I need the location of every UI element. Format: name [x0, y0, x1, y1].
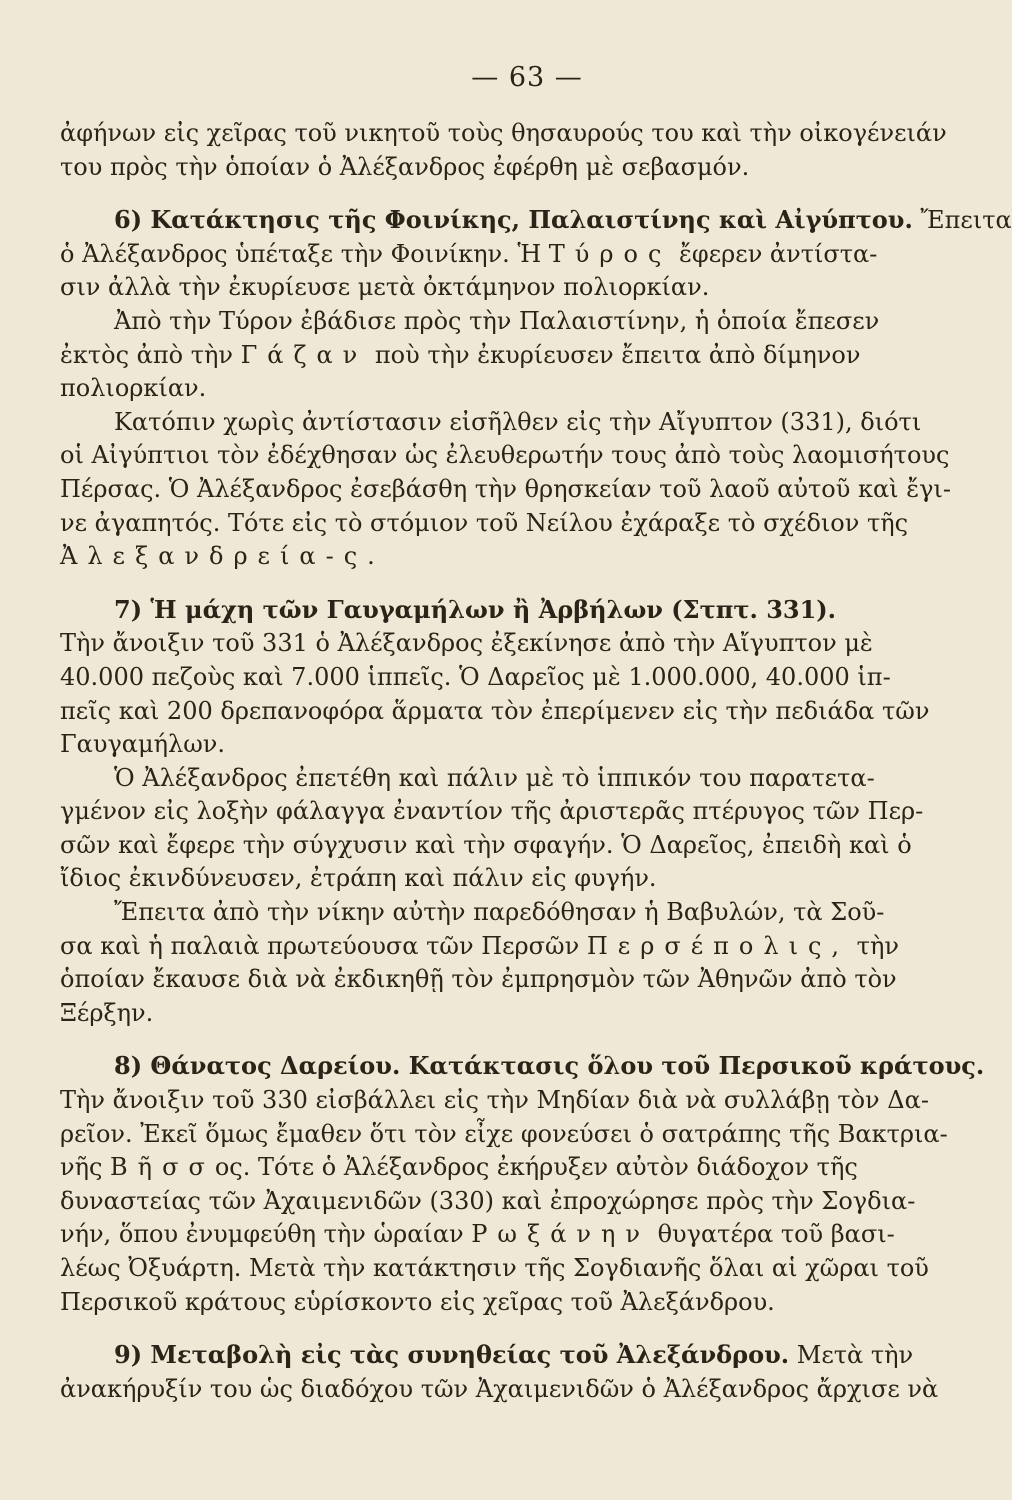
text-line: γμένον εἰς λοξὴν φάλαγγα ἐναντίον τῆς ἀριστερᾶς πτέρυγος τῶν Περ- — [60, 797, 924, 826]
text-line: ἀνακήρυξίν του ὡς διαδόχου τῶν Ἀχαιμενιδῶν ὁ Ἀλέξανδρος ἄρχισε νὰ — [60, 1374, 939, 1403]
text-line: Τὴν ἄνοιξιν τοῦ 330 εἰσβάλλει εἰς τὴν Μηδίαν διὰ νὰ συλλάβῃ τὸν Δα- — [60, 1086, 929, 1115]
text-line: Τὴν ἄνοιξιν τοῦ 331 ὁ Ἀλέξανδρος ἐξεκίνησε ἀπὸ τὴν Αἴγυπτον μὲ — [60, 629, 873, 658]
section-heading-6: 6) Κατάκτησις τῆς Φοινίκης, Παλαιστίνης καὶ Αἰγύπτου. Ἔπειτα — [114, 205, 1012, 235]
text-line: σα καὶ ἡ παλαιὰ πρωτεύουσα τῶν Περσῶν Περσέπολις, τὴν — [60, 931, 899, 960]
text-line: 40.000 πεζοὺς καὶ 7.000 ἱππεῖς. Ὁ Δαρεῖος μὲ 1.000.000, 40.000 ἱπ- — [60, 662, 891, 691]
section-heading-8: 8) Θάνατος Δαρείου. Κατάκτασις ὅλου τοῦ Περσικοῦ κράτους. — [114, 1051, 985, 1081]
text-line: ρεῖον. Ἐκεῖ ὅμως ἔμαθεν ὅτι τὸν εἶχε φονεύσει ὁ σατράπης τῆς Βακτρια- — [60, 1119, 948, 1148]
text-line: σῶν καὶ ἔφερε τὴν σύγχυσιν καὶ τὴν σφαγήν. Ὁ Δαρεῖος, ἐπειδὴ καὶ ὁ — [60, 830, 912, 859]
text-line: Ξέρξην. — [60, 998, 154, 1027]
text-line: ἴδιος ἐκινδύνευσεν, ἐτράπη καὶ πάλιν εἰς φυγήν. — [60, 864, 657, 893]
text-line: Κατόπιν χωρὶς ἀντίστασιν εἰσῆλθεν εἰς τὴν Αἴγυπτον (331), διότι — [114, 407, 922, 436]
text-line: ἀφήνων εἰς χεῖρας τοῦ νικητοῦ τοὺς θησαυρούς του καὶ τὴν οἰκογένειάν — [60, 119, 947, 147]
text-line: Ὁ Ἀλέξανδρος ἐπετέθη καὶ πάλιν μὲ τὸ ἱππικόν του παρατετα- — [114, 763, 875, 792]
text-line: Περσικοῦ κράτους εὑρίσκοντο εἰς χεῖρας τοῦ Ἀλεξάνδρου. — [60, 1287, 775, 1316]
text-line: του πρὸς τὴν ὁποίαν ὁ Ἀλέξανδρος ἐφέρθη μὲ σεβασμόν. — [60, 152, 750, 181]
text-line: πολιορκίαν. — [60, 374, 207, 403]
section-heading-7: 7) Ἡ μάχη τῶν Γαυγαμήλων ἢ Ἀρβήλων (Στπτ. 331). — [114, 594, 837, 624]
body-text — [60, 117, 1012, 1406]
text-line: πεῖς καὶ 200 δρεπανοφόρα ἅρματα τὸν ἐπερίμενεν εἰς τὴν πεδιάδα τῶν — [60, 696, 930, 725]
text-line: δυναστείας τῶν Ἀχαιμενιδῶν (330) καὶ ἐπροχώρησε πρὸς τὴν Σογδια- — [60, 1186, 916, 1215]
text-line: λέως Ὀξυάρτη. Μετὰ τὴν κατάκτησιν τῆς Σογδιανῆς ὅλαι αἱ χῶραι τοῦ — [60, 1254, 929, 1282]
page-number: — 63 — — [471, 62, 583, 93]
text-line: Πέρσας. Ὁ Ἀλέξανδρος ἐσεβάσθη τὴν θρησκείαν τοῦ λαοῦ αὐτοῦ καὶ ἔγι- — [60, 474, 951, 503]
text-line: οἱ Αἰγύπτιοι τὸν ἐδέχθησαν ὡς ἐλευθερωτήν τους ἀπὸ τοὺς λαομισήτους — [60, 441, 950, 470]
text-line: Γαυγαμήλων. — [60, 730, 225, 759]
text-line: ἐκτὸς ἀπὸ τὴν Γάζαν ποὺ τὴν ἐκυρίευσεν ἔπειτα ἀπὸ δίμηνον — [60, 340, 861, 369]
section-heading-9: 9) Μεταβολὴ εἰς τὰς συνηθείας τοῦ Ἀλεξάνδρου. Μετὰ τὴν — [114, 1340, 914, 1370]
text-line: νῆς Βῆσσος. Τότε ὁ Ἀλέξανδρος ἐκήρυξεν αὐτὸν διάδοχον τῆς — [60, 1153, 858, 1182]
text-line: ὁποίαν ἔκαυσε διὰ νὰ ἐκδικηθῇ τὸν ἐμπρησμὸν τῶν Ἀθηνῶν ἀπὸ τὸν — [60, 965, 897, 994]
text-line: Ἔπειτα ἀπὸ τὴν νίκην αὐτὴν παρεδόθησαν ἡ Βαβυλών, τὰ Σοῦ- — [114, 898, 885, 927]
text-line: Ἀλεξανδρεία-ς. — [60, 542, 385, 571]
text-line: ὁ Ἀλέξανδρος ὑπέταξε τὴν Φοινίκην. Ἡ Τύρος ἔφερεν ἀντίστα- — [60, 239, 878, 268]
text-line: νήν, ὅπου ἐνυμφεύθη τὴν ὡραίαν Ρωξάνην θυγατέρα τοῦ βασι- — [60, 1220, 895, 1249]
text-line: νε ἀγαπητός. Τότε εἰς τὸ στόμιον τοῦ Νείλου ἐχάραξε τὸ σχέδιον τῆς — [60, 508, 909, 537]
text-line: Ἀπὸ τὴν Τύρον ἐβάδισε πρὸς τὴν Παλαιστίνην, ἡ ὁποία ἔπεσεν — [114, 306, 880, 335]
text-line: σιν ἀλλὰ τὴν ἐκυρίευσε μετὰ ὀκτάμηνον πολιορκίαν. — [60, 273, 710, 302]
